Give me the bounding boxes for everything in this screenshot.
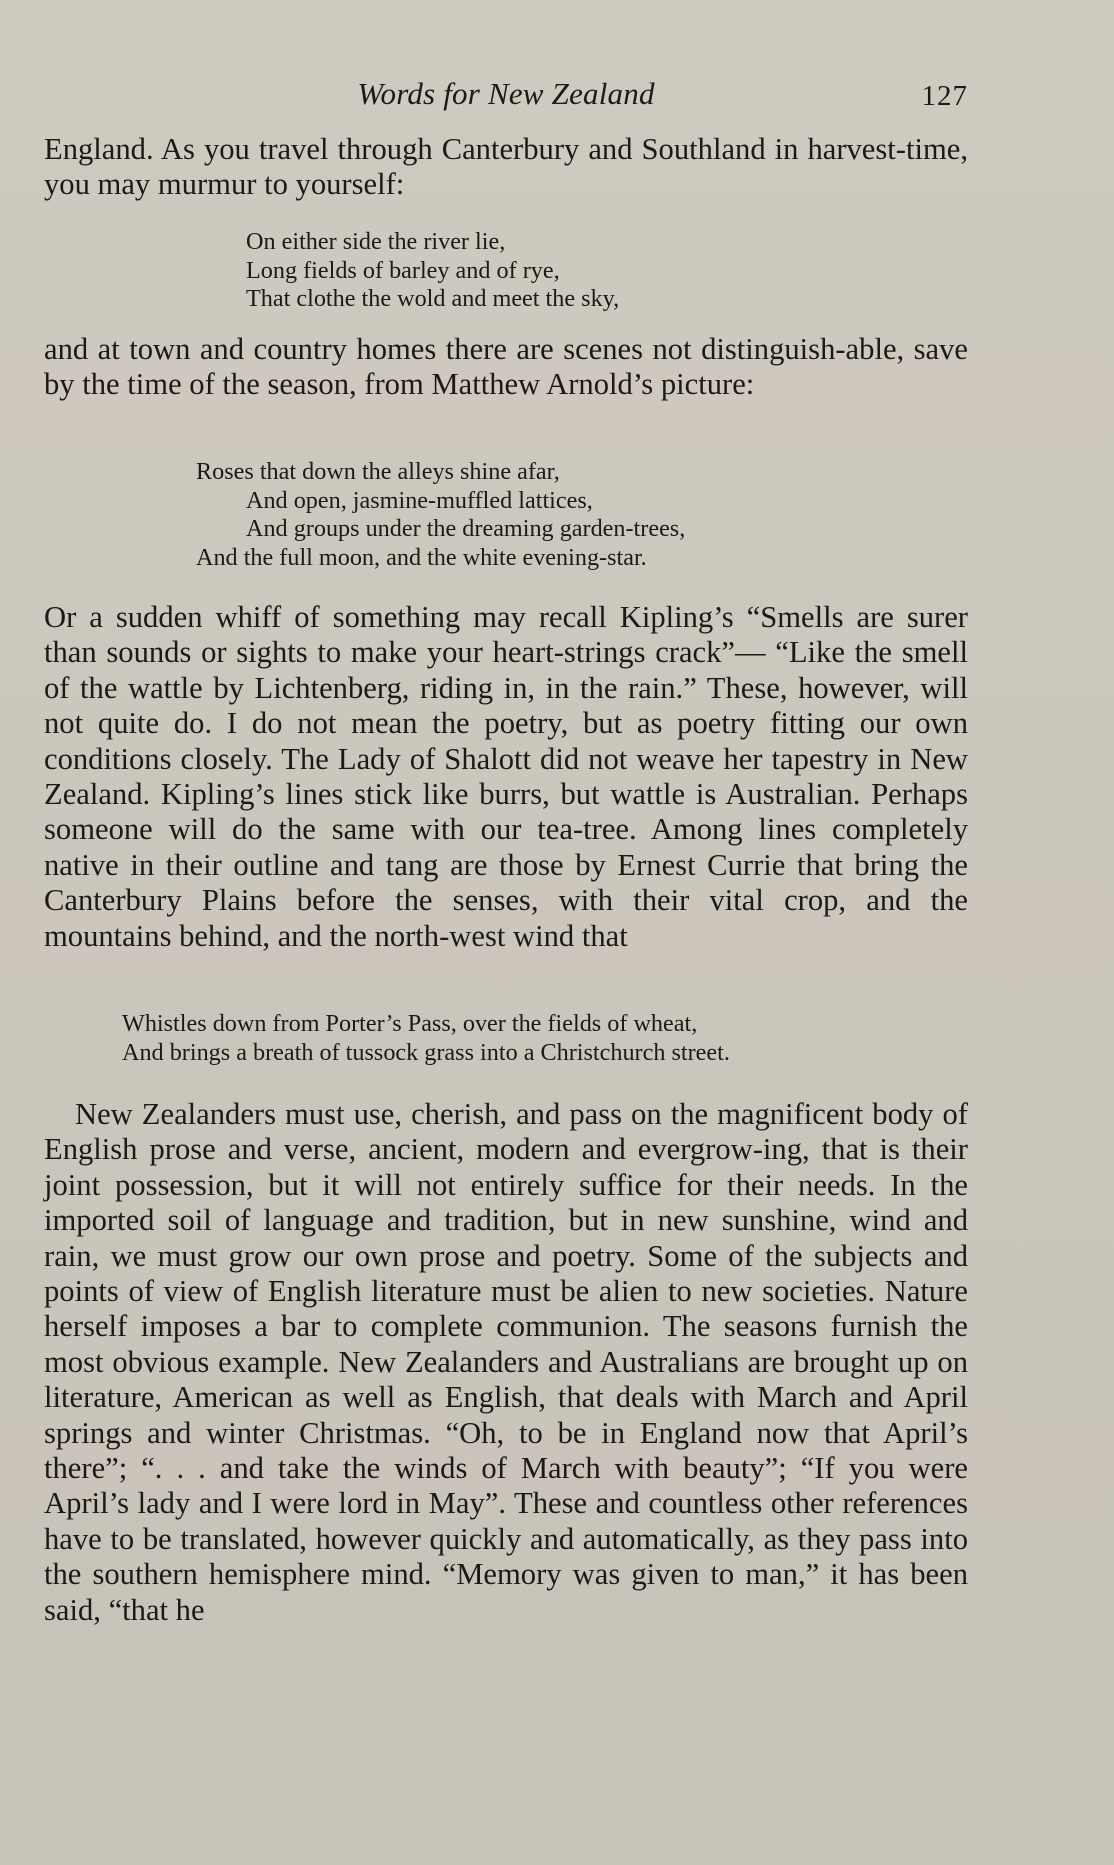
paragraph-3	[44, 600, 968, 954]
verse-line: And open, jasmine-muffled lattices,	[246, 486, 593, 514]
verse-quote-currie	[122, 1010, 730, 1067]
paragraph-4	[44, 1097, 968, 1628]
verse-line: That clothe the wold and meet the sky,	[246, 285, 620, 313]
page-number: 127	[921, 80, 968, 112]
verse-line: Whistles down from Porter’s Pass, over the fields of wheat,	[122, 1010, 698, 1037]
verse-line: Roses that down the alleys shine afar,	[196, 458, 560, 485]
paragraph-text: New Zealanders must use, cherish, and pass on the magnificent body of English prose and verse, ancient, modern and evergrow-ing, that is their joint possession, but it will not entirely suffice for their needs. In the imported soil of language and tradition, but in new sunshine, wind and rain, we must grow our own prose and poetry. Some of the subjects and points of view of English literature must be alien to new societies. Nature herself imposes a bar to complete communion. The seasons furnish the most obvious example. New Zealanders and Australians are brought up on literature, American as well as English, that deals with March and April springs and winter Christmas. “Oh, to be in England now that April’s there”; “. . . and take the winds of March with beauty”; “If you were April’s lady and I were lord in May”. These and countless other references have to be translated, however quickly and automatically, as they pass into the southern hemisphere mind. “Memory was given to man,” it has been said, “that he	[44, 1097, 968, 1627]
paragraph-text: and at town and country homes there are scenes not distinguish-able, save by the time of the season, from Matthew Arnold’s picture:	[44, 332, 968, 402]
verse-quote-arnold	[196, 458, 685, 572]
running-head	[44, 76, 968, 116]
paragraph-2	[44, 332, 968, 403]
paragraph-text: Or a sudden whiff of something may recall Kipling’s “Smells are surer than sounds or sights to make your heart-strings crack”— “Like the smell of the wattle by Lichtenberg, riding in, in the rain.” These, however, will not quite do. I do not mean the poetry, but as poetry fitting our own conditions closely. The Lady of Shalott did not weave her tapestry in New Zealand. Kipling’s lines stick like burrs, but wattle is Australian. Perhaps someone will do the same with our tea-tree. Among lines completely native in their outline and tang are those by Ernest Currie that bring the Canterbury Plains before the senses, with their vital crop, and the mountains behind, and the north-west wind that	[44, 600, 968, 953]
verse-line: And brings a breath of tussock grass into a Christchurch street.	[122, 1038, 730, 1066]
verse-line: On either side the river lie,	[246, 228, 506, 255]
verse-line: And groups under the dreaming garden-trees,	[246, 515, 686, 543]
verse-quote-tennyson	[246, 228, 619, 314]
verse-line: Long fields of barley and of rye,	[246, 256, 560, 284]
running-title: Words for New Zealand	[357, 76, 655, 111]
paragraph-1	[44, 132, 968, 203]
paragraph-text: England. As you travel through Canterbury and Southland in harvest-time, you may murmur to yourself:	[44, 132, 968, 202]
verse-line: And the full moon, and the white evening-star.	[196, 543, 647, 571]
